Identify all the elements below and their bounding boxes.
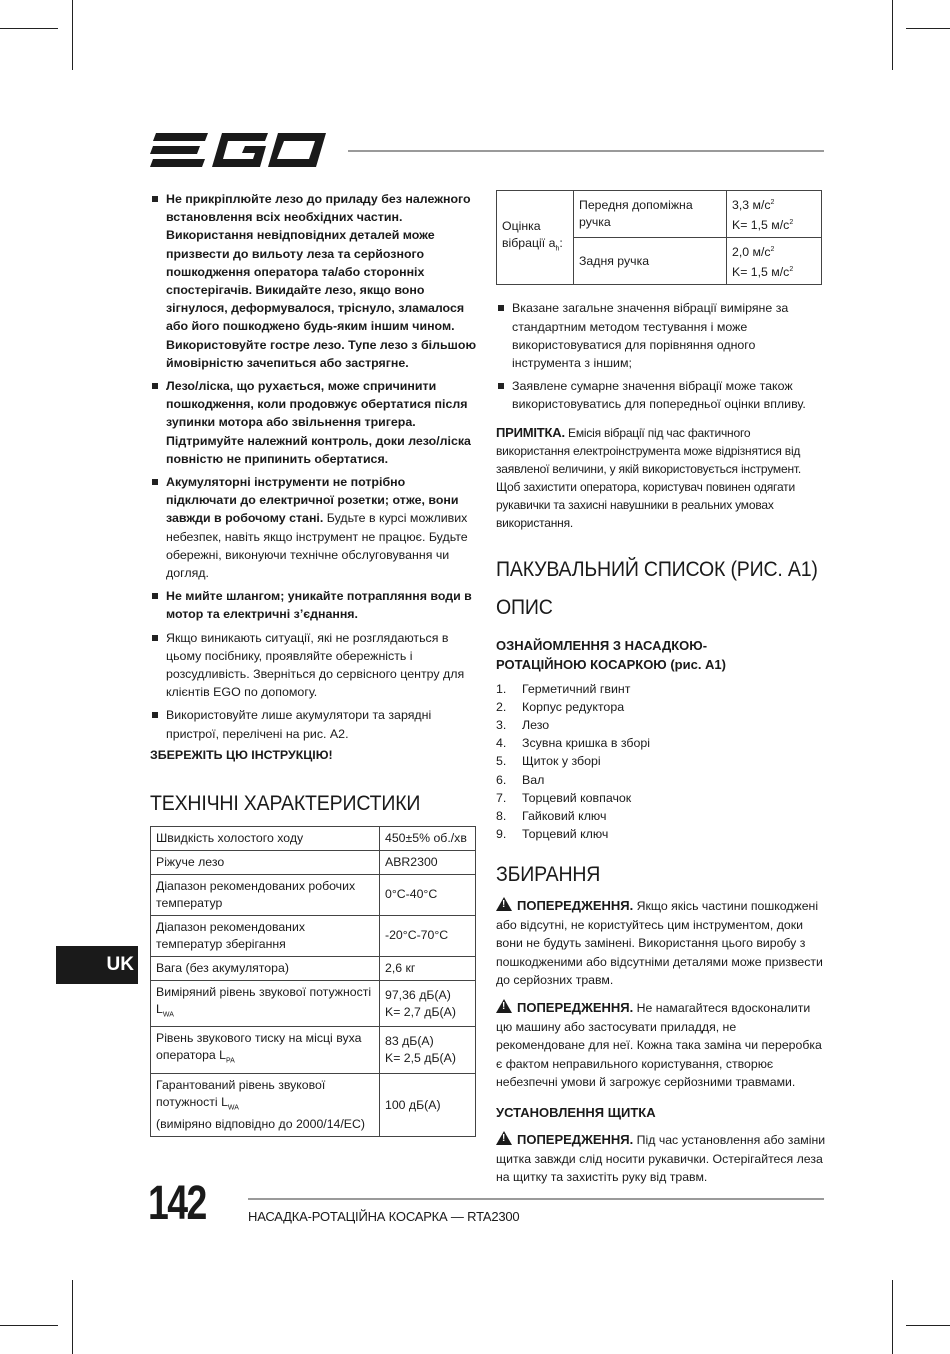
spec-label: Гарантований рівень звукової потужності $L_{WA}$ (виміряно відповідно до 2000/14/EC): [151, 1073, 380, 1136]
vibration-table: [496, 190, 822, 285]
spec-value: ABR2300: [380, 850, 476, 874]
safety-item: [150, 473, 478, 582]
safety-item-text: Використовуйте лише акумулятори та зарядні пристрої, перелічені на рис. A2.: [166, 708, 432, 741]
table-row: [151, 850, 476, 874]
save-instructions: ЗБЕРЕЖІТЬ ЦЮ ІНСТРУКЦІЮ!: [150, 747, 333, 762]
intro-heading: ОЗНАЙОМЛЕННЯ З НАСАДКОЮ-РОТАЦІЙНОЮ КОСАРКОЮ (рис. A1): [496, 637, 726, 672]
safety-item: [150, 629, 478, 702]
list-item: 8. Гайковий ключ: [496, 809, 607, 824]
shield-heading: УСТАНОВЛЕННЯ ЩИТКА: [496, 1105, 656, 1121]
safety-item: [150, 190, 478, 372]
crop-mark: [72, 0, 73, 70]
crop-mark: [906, 28, 950, 29]
table-row: [151, 826, 476, 850]
table-row: [497, 191, 822, 238]
list-item: Заявлене сумарне значення вібрації може також використовуватись для попередньої оцінки впливу.: [496, 377, 826, 413]
crop-mark: [906, 1325, 950, 1326]
specs-table: [150, 826, 476, 1137]
list-item: 7. Торцевий ковпачок: [496, 790, 632, 805]
note: ПРИМІТКА. Емісія вібрації під час фактичного використання електроінструмента може відрізнятися від заявленої величини, у якій використовується інструмент. Щоб захистити оператора, користувач повинен одягати рукавички та захисні навушники в реальних умовах використання.: [496, 424, 801, 530]
safety-item-bold: Не мийте шлангом; уникайте потрапляння води в мотор та електричні з’єднання.: [166, 589, 472, 622]
packing-heading: ПАКУВАЛЬНИЙ СПИСОК (РИС. A1): [496, 557, 818, 581]
table-row: [151, 1073, 476, 1136]
vibration-label: Оцінка вібрації $a_h$:: [497, 191, 574, 285]
spec-value: 0°C-40°C: [380, 874, 476, 915]
warning-icon: [496, 999, 512, 1013]
table-row: [151, 980, 476, 1026]
header-rule: [348, 150, 824, 152]
page-number: 142: [148, 1177, 206, 1230]
footer-title: НАСАДКА-РОТАЦІЙНА КОСАРКА — RTA2300: [248, 1209, 520, 1224]
spec-value: 450±5% об./хв: [380, 826, 476, 850]
safety-item-text: Будьте в курсі можливих небезпек, навіть якщо інструмент не працює. Будьте обережні, виконуючи технічне обслуговування чи догляд.: [166, 511, 468, 581]
crop-mark: [0, 1325, 58, 1326]
warning: !ПОПЕРЕДЖЕННЯ. Не намагайтеся вдосконалити цю машину або застосувати приладдя, не рекомендоване для неї. Кожна така заміна чи переробка є фактом неправильного користування, створює небезпечні умови й загрожує серйозними травмами.: [496, 999, 826, 1091]
safety-item-text: Якщо виникають ситуації, які не розглядаються в цьому посібнику, проявляйте обережність і розсудливість. Зверніться до сервісного центру для клієнтів EGO по допомогу.: [166, 630, 465, 700]
table-row: [151, 956, 476, 980]
spec-label: Ріжуче лезо: [151, 850, 380, 874]
safety-item-bold: Лезо/ліска, що рухається, може спричинити пошкодження, коли продовжує обертатися після зупинки мотора або звільнення тригера. Підтримуйте належний контроль, доки лезо/ліска повністю не припинить обертатися.: [166, 379, 471, 466]
description-heading: ОПИС: [496, 595, 553, 619]
table-row: [151, 1027, 476, 1073]
warning: !ПОПЕРЕДЖЕННЯ. Якщо якісь частини пошкоджені або відсутні, не користуйтесь цим інструментом, доки вони не будуть замінені. Використання цього виробу з пошкодженими або відсутніми деталями може призвести до серйозних травм.: [496, 897, 826, 989]
spec-label: Діапазон рекомендованих температур зберігання: [151, 915, 380, 956]
list-item: 9. Торцевий ключ: [496, 827, 609, 842]
table-row: [151, 874, 476, 915]
table-row: [151, 915, 476, 956]
ego-logo: [150, 131, 330, 171]
specs-heading: ТЕХНІЧНІ ХАРАКТЕРИСТИКИ: [150, 791, 421, 815]
safety-item-bold: Не прикріплюйте лезо до приладу без належного встановлення всіх необхідних частин. Використання невідповідних деталей може призвести до вильоту леза та серйозного пошкодження оператора та/або сторонніх спостерігачів. Викидайте лезо, якщо воно зігнулося, деформувалося, тріснуло, зламалося або його пошкоджено будь-яким іншим чином. Використовуйте гостре лезо. Тупе лезо з більшою ймовірністю зачепиться або застрягне.: [166, 192, 477, 370]
parts-list: [496, 680, 826, 844]
spec-label: Рівень звукового тиску на місці вуха оператора $L_{PA}$: [151, 1027, 380, 1073]
warning: !ПОПЕРЕДЖЕННЯ. Під час установлення або заміни щитка завжди слід носити рукавички. Остерігайтеся леза на щитку та захистіть руку від травм.: [496, 1131, 826, 1186]
list-item: 6. Вал: [496, 772, 545, 787]
footer-rule: [248, 1198, 824, 1200]
list-item: Вказане загальне значення вібрації виміряне за стандартним методом тестування і може використовуватися для порівняння одного інструмента з іншим;: [496, 299, 826, 372]
spec-value: -20°C-70°C: [380, 915, 476, 956]
vibration-part: Передня допоміжна ручка: [574, 191, 727, 238]
safety-item: [150, 587, 478, 623]
list-item: 3. Лезо: [496, 718, 550, 732]
safety-list: [150, 190, 478, 743]
warning-icon: [496, 897, 512, 911]
vibration-value: 2,0 $м/с^2$ K= 1,5 $м/с^2$: [727, 238, 822, 285]
list-item: 2. Корпус редуктора: [496, 699, 625, 714]
crop-mark: [892, 1280, 893, 1354]
vibration-part: Задня ручка: [574, 238, 727, 285]
list-item: 4. Зсувна кришка в зборі: [496, 736, 651, 751]
vibration-notes: [496, 299, 826, 413]
left-column: [150, 190, 478, 1137]
spec-label: Вага (без акумулятора): [151, 956, 380, 980]
safety-item: [150, 377, 478, 468]
right-column: [496, 190, 826, 1187]
spec-value: 2,6 кг: [380, 956, 476, 980]
spec-value: 97,36 дБ(A) K= 2,7 дБ(A): [380, 980, 476, 1026]
safety-item: [150, 706, 478, 742]
language-tab: UK: [56, 946, 138, 984]
spec-value: 83 дБ(A) K= 2,5 дБ(A): [380, 1027, 476, 1073]
crop-mark: [892, 0, 893, 70]
vibration-value: 3,3 $м/с^2$ K= 1,5 $м/с^2$: [727, 191, 822, 238]
list-item: 5. Щиток у зборі: [496, 754, 601, 769]
spec-value: 100 дБ(A): [380, 1073, 476, 1136]
crop-mark: [0, 28, 58, 29]
spec-label: Виміряний рівень звукової потужності $L_{WA}$: [151, 980, 380, 1026]
warning-icon: [496, 1131, 512, 1145]
assembly-heading: ЗБИРАННЯ: [496, 863, 601, 887]
spec-label: Діапазон рекомендованих робочих температур: [151, 874, 380, 915]
safety-item-bold: Акумуляторні інструменти не потрібно підключати до електричної розетки; отже, вони завжди в робочому стані.: [166, 475, 459, 526]
list-item: 1. Герметичний гвинт: [496, 681, 631, 696]
crop-mark: [72, 1280, 73, 1354]
spec-label: Швидкість холостого ходу: [151, 826, 380, 850]
